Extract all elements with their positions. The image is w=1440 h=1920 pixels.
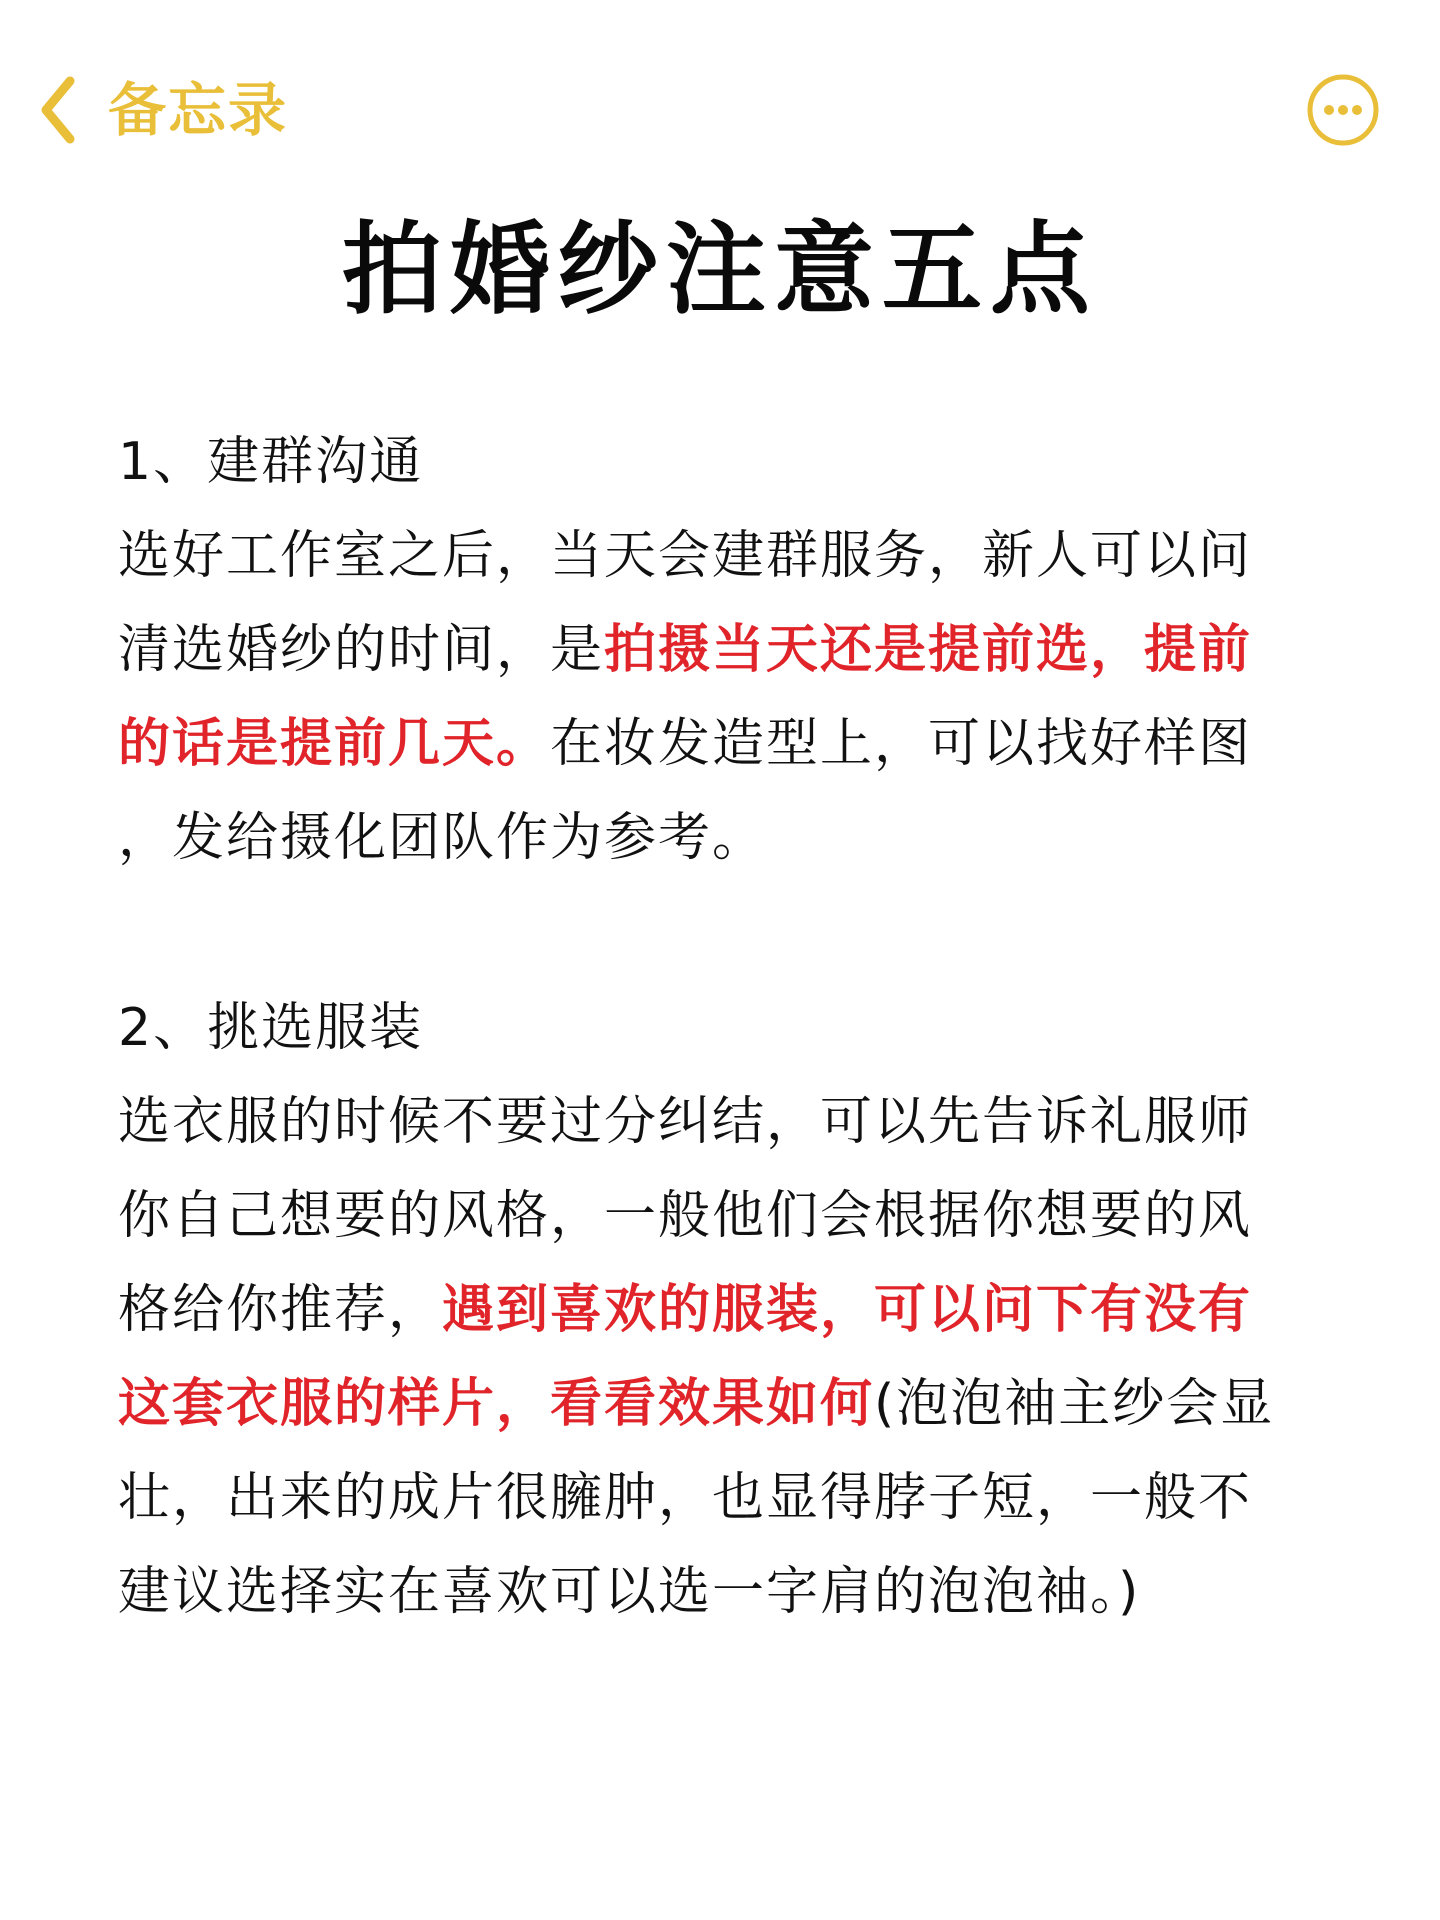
body-text: 壮，出来的成片很臃肿，也显得脖子短，一般不	[118, 1468, 1253, 1528]
text-line	[118, 697, 1343, 791]
note-title: 拍婚纱注意五点	[342, 211, 1098, 328]
more-options-button[interactable]	[1305, 72, 1381, 148]
note-section	[118, 981, 1343, 1639]
navigation-bar	[0, 0, 1440, 220]
back-button[interactable]	[38, 70, 288, 150]
text-line	[118, 791, 1343, 885]
more-horizontal-icon	[1305, 72, 1381, 148]
chevron-left-icon	[38, 75, 78, 145]
body-text: 建议选择实在喜欢可以选一字肩的泡泡袖。)	[118, 1562, 1141, 1622]
body-text: 清选婚纱的时间，是	[118, 620, 605, 680]
body-text: ，发给摄化团队作为参考。	[118, 808, 767, 868]
section-heading: 1、建群沟通	[118, 432, 424, 492]
text-line	[118, 1169, 1343, 1263]
section-heading: 2、挑选服装	[118, 998, 424, 1058]
text-line	[118, 1075, 1343, 1169]
body-text: 你自己想要的风格，一般他们会根据你想要的风	[118, 1186, 1253, 1246]
note-section	[118, 415, 1343, 885]
back-label: 备忘录	[108, 76, 289, 144]
highlighted-text: 这套衣服的样片，看看效果如何	[118, 1374, 875, 1434]
text-line	[118, 509, 1343, 603]
body-text: 选衣服的时候不要过分纠结，可以先告诉礼服师	[118, 1092, 1253, 1152]
highlighted-text: 拍摄当天还是提前选，提前	[604, 620, 1253, 680]
text-line	[118, 1357, 1343, 1451]
text-line	[118, 1263, 1343, 1357]
note-body[interactable]	[118, 415, 1343, 1639]
body-text: 在妆发造型上，可以找好样图	[550, 714, 1253, 774]
body-text: 格给你推荐，	[118, 1280, 443, 1340]
highlighted-text: 的话是提前几天。	[118, 714, 551, 774]
body-text: 选好工作室之后，当天会建群服务，新人可以问	[118, 526, 1253, 586]
text-line	[118, 1545, 1343, 1639]
text-line	[118, 603, 1343, 697]
body-text: (泡泡袖主纱会显	[874, 1374, 1275, 1434]
highlighted-text: 遇到喜欢的服装，可以问下有没有	[442, 1280, 1253, 1340]
text-line	[118, 1451, 1343, 1545]
